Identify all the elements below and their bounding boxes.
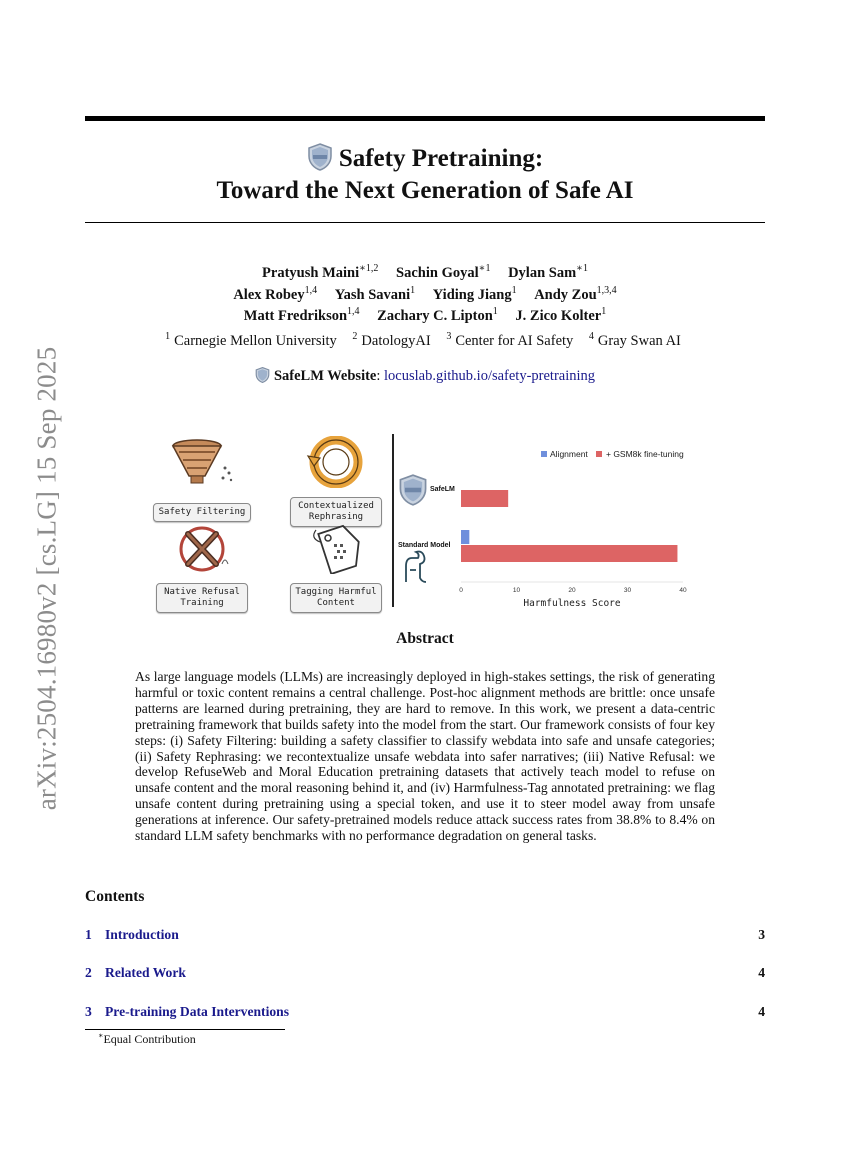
arxiv-stamp (24, 322, 70, 834)
website-line (85, 367, 765, 385)
tile-label: Safety Filtering (153, 503, 251, 522)
website-label: SafeLM Website (273, 368, 377, 384)
legend-label-gsm8k: + GSM8k fine-tuning (606, 449, 684, 459)
author: J. Zico Kolter$^1$ (515, 306, 607, 325)
author: Yash Savani$^1$ (334, 284, 416, 303)
figure-divider (392, 434, 394, 607)
title-line-2: Toward the Next Generation of Safe AI (216, 177, 634, 204)
bar-gsm8k-safelm (461, 490, 508, 507)
refusal-cross-icon (172, 524, 232, 574)
website-separator: : (376, 368, 381, 384)
abstract-heading: Abstract (396, 630, 454, 647)
tile-label: Tagging Harmful Content (290, 583, 382, 613)
author-list (85, 260, 765, 325)
toc-page: 3 (758, 927, 765, 942)
toc-entry[interactable] (85, 965, 765, 981)
contents-heading: Contents (85, 888, 145, 905)
toc-label[interactable]: Introduction (105, 927, 179, 942)
arxiv-id: arXiv:2504.16980v2 [cs.LG] 15 Sep 2025 (31, 346, 62, 810)
title-line-1 (85, 143, 765, 175)
affiliation: $^3$ Center for AI Safety (446, 331, 574, 349)
bowl-filter-icon (167, 438, 237, 490)
title-block (85, 143, 765, 207)
footnote-rule (85, 1029, 285, 1030)
harmfulness-chart (396, 432, 708, 610)
toc-label[interactable]: Pre-training Data Interventions (105, 1004, 290, 1019)
bar-alignment-standard (461, 530, 469, 544)
x-axis-label: Harmfulness Score (523, 598, 621, 609)
legend (541, 449, 684, 459)
toc-number: 3 (85, 1004, 92, 1019)
shield-icon (400, 475, 425, 505)
author: Pratyush Maini$^{∗1,2}$ (262, 263, 379, 281)
author-line-2 (85, 282, 765, 304)
abstract-text: As large language models (LLMs) are increasingly deployed in high-stakes settings, the risk of generating harmful or toxic content remains a central challenge. Post-hoc alignment methods are brittle: once unsafe patterns are learned during pretraining, they are hard to remove. In this work, we present a data-centric pretraining framework that builds safety into the model from the start. Our framework consists of four key steps: (i) Safety Filtering: building a safety classifier to classify webdata into safe and unsafe categories; (ii) Safety Rephrasing: we recontextualize unsafe webdata into safer narratives; (iii) Native Refusal: we develop RefuseWeb and Moral Education pretraining datasets that actively teach model to refuse on unsafe content and the moral reasoning behind it, and (iv) Harmfulness-Tag annotated pretraining: we flag unsafe content during pretraining using a special token, and use it to steer model away from unsafe generations at inference. Our safety-pretrained models reduce attack success rates from 38.8% to 8.4% on standard LLM safety benchmarks with no performance degradation on general tasks. (135, 669, 715, 844)
x-tick-label: 10 (512, 587, 521, 594)
footnote: ∗Equal Contribution (98, 1031, 196, 1046)
toc-label[interactable]: Related Work (105, 965, 186, 980)
author: Yiding Jiang$^1$ (432, 284, 517, 303)
tile-native-refusal-training (152, 524, 252, 613)
author: Andy Zou$^{1,3,4}$ (534, 284, 617, 303)
legend-swatch-gsm8k (596, 451, 602, 457)
author: Matt Fredrikson$^{1,4}$ (243, 306, 360, 325)
row-label-safelm: SafeLM (430, 486, 455, 493)
toc-page: 4 (758, 965, 765, 980)
x-tick-label: 20 (568, 587, 576, 594)
author: Dylan Sam$^{∗1}$ (508, 263, 588, 281)
legend-swatch-alignment (541, 451, 547, 457)
x-tick-label: 30 (623, 587, 632, 594)
tag-icon (306, 524, 366, 574)
toc-page: 4 (758, 1004, 765, 1019)
author: Sachin Goyal$^{∗1}$ (396, 263, 491, 281)
affiliation-list (85, 331, 765, 350)
author-line-3 (85, 304, 765, 326)
affiliation: $^4$ Gray Swan AI (588, 331, 681, 349)
tile-tagging-harmful-content (286, 524, 386, 613)
affiliation: $^1$ Carnegie Mellon University (165, 331, 337, 349)
shield-icon (307, 143, 333, 171)
top-rule (85, 116, 765, 121)
bars-layer (461, 490, 677, 562)
x-tick-label: 0 (459, 587, 463, 594)
title-rule (85, 222, 765, 223)
standard-row-label (398, 542, 451, 582)
rephrase-arrow-icon (306, 436, 366, 488)
safelm-row-label (400, 475, 455, 505)
llama-icon (406, 552, 426, 583)
title-main: Safety Pretraining: (338, 145, 544, 172)
x-ticks (459, 587, 687, 594)
tile-safety-filtering (152, 438, 252, 522)
affiliation: $^2$ DatologyAI (352, 331, 431, 349)
teaser-figure (140, 432, 710, 610)
toc-number: 1 (85, 927, 92, 942)
author: Zachary C. Lipton$^1$ (377, 306, 498, 325)
bar-gsm8k-standard (461, 545, 677, 562)
author-line-1 (85, 260, 765, 282)
toc-entry[interactable] (85, 1004, 765, 1020)
row-label-standard: Standard Model (398, 542, 451, 549)
tile-label: Native Refusal Training (156, 583, 248, 613)
shield-icon (255, 367, 270, 383)
website-link[interactable]: locuslab.github.io/safety-pretraining (384, 368, 596, 384)
tile-label: Contextualized Rephrasing (290, 497, 382, 527)
x-tick-label: 40 (679, 587, 687, 594)
author: Alex Robey$^{1,4}$ (233, 284, 318, 303)
toc-number: 2 (85, 965, 92, 980)
legend-label-alignment: Alignment (550, 449, 588, 459)
tile-contextualized-rephrasing (286, 436, 386, 527)
toc-entry[interactable] (85, 927, 765, 943)
